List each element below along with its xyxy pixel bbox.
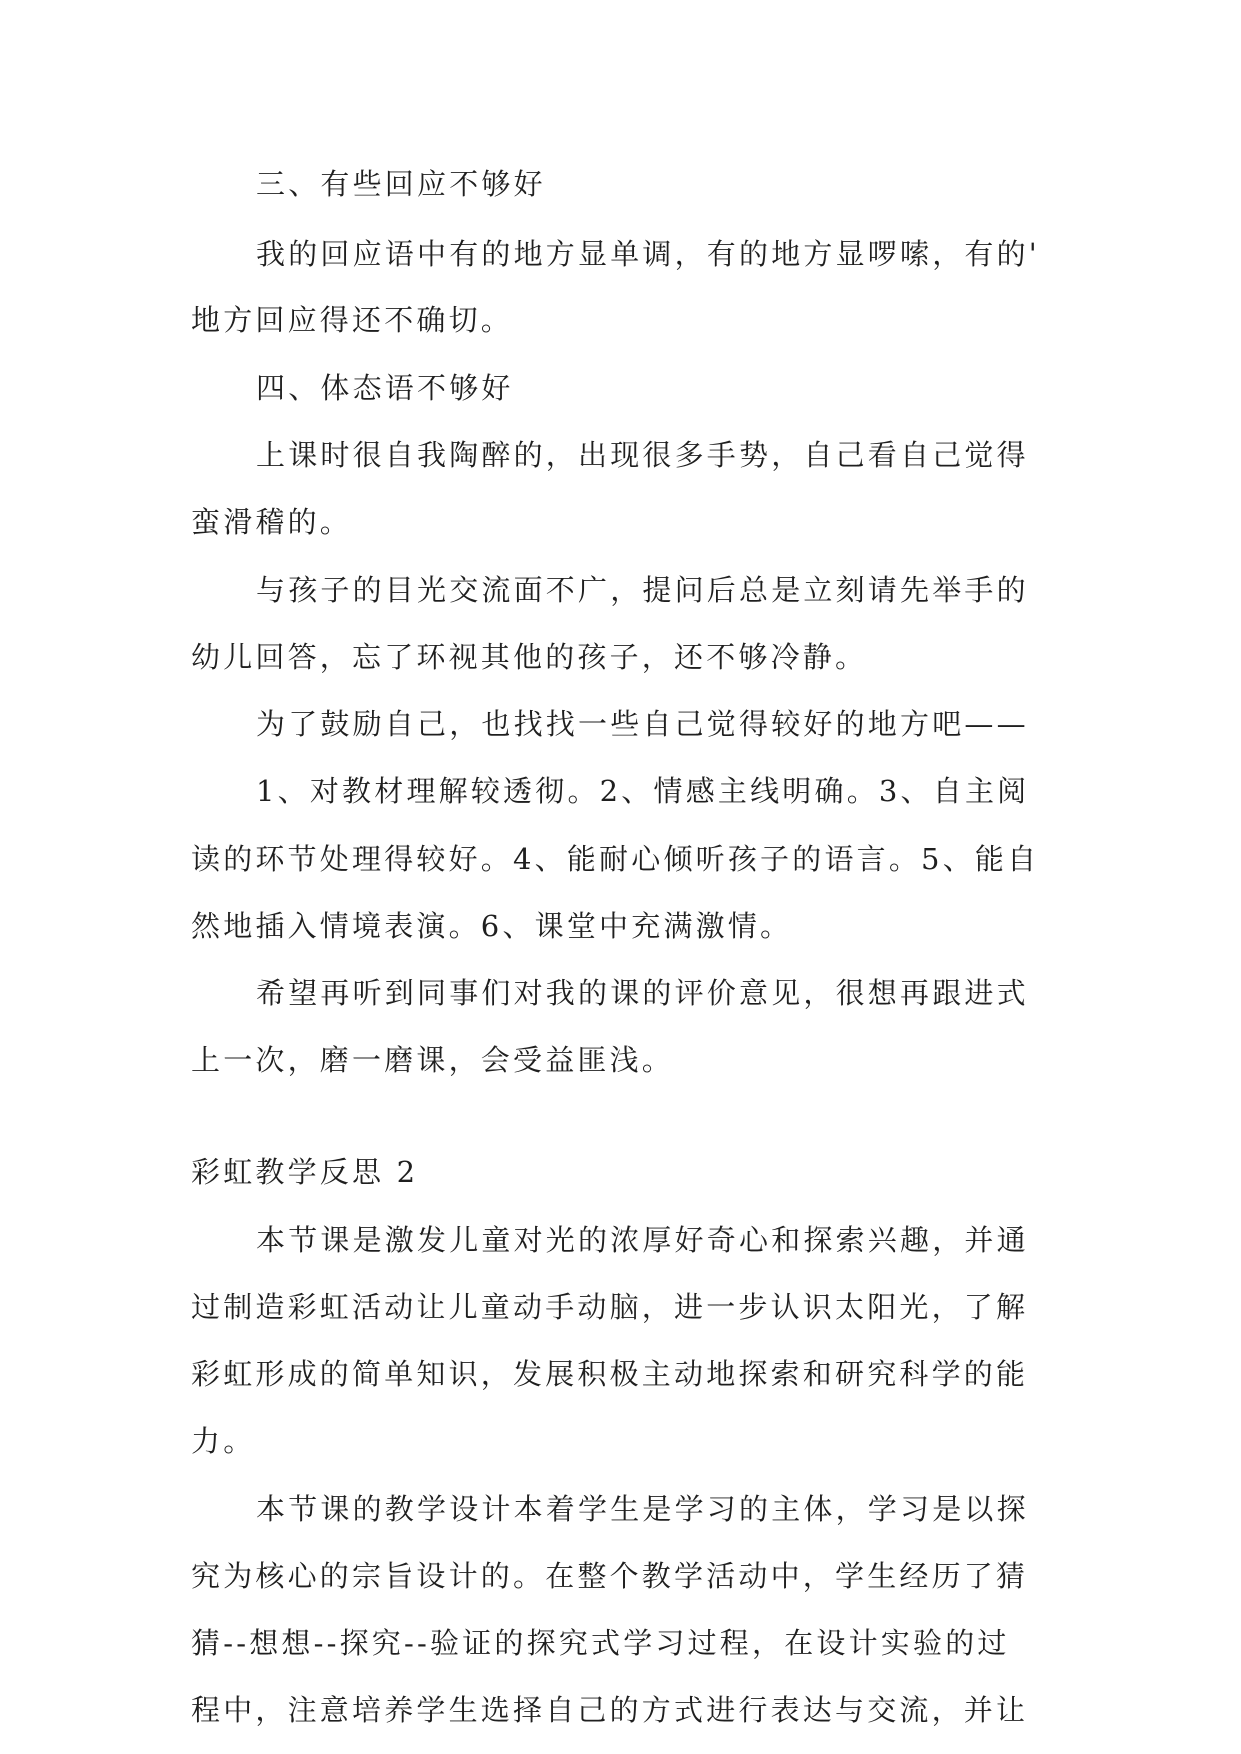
paragraph-line: 我的回应语中有的地方显单调，有的地方显啰嗦，有的'	[256, 237, 1040, 271]
paragraph-line: 力。	[191, 1424, 256, 1458]
paragraph-line: 程中，注意培养学生选择自己的方式进行表达与交流，并让	[191, 1693, 1029, 1727]
section-title: 彩虹教学反思 2	[191, 1155, 419, 1189]
paragraph-line: 过制造彩虹活动让儿童动手动脑，进一步认识太阳光，了解	[191, 1290, 1029, 1324]
paragraph-line: 然地插入情境表演。6、课堂中充满激情。	[191, 909, 793, 943]
paragraph-line: 上课时很自我陶醉的，出现很多手势，自己看自己觉得	[256, 438, 1029, 472]
paragraph-line: 究为核心的宗旨设计的。在整个教学活动中，学生经历了猜	[191, 1559, 1029, 1593]
paragraph-line: 为了鼓励自己，也找找一些自己觉得较好的地方吧——	[256, 707, 1029, 741]
paragraph-line: 彩虹形成的简单知识，发展积极主动地探索和研究科学的能	[191, 1357, 1029, 1391]
paragraph-line: 1、对教材理解较透彻。2、情感主线明确。3、自主阅	[256, 774, 1030, 808]
paragraph-line: 地方回应得还不确切。	[191, 303, 514, 337]
paragraph-line: 蛮滑稽的。	[191, 505, 353, 539]
heading-four: 四、体态语不够好	[256, 371, 514, 405]
paragraph-line: 本节课的教学设计本着学生是学习的主体，学习是以探	[256, 1492, 1029, 1526]
paragraph-line: 上一次，磨一磨课，会受益匪浅。	[191, 1043, 675, 1077]
paragraph-line: 与孩子的目光交流面不广，提问后总是立刻请先举手的	[256, 573, 1029, 607]
paragraph-line: 读的环节处理得较好。4、能耐心倾听孩子的语言。5、能自	[191, 842, 1040, 876]
paragraph-line: 本节课是激发儿童对光的浓厚好奇心和探索兴趣，并通	[256, 1223, 1029, 1257]
paragraph-line: 猜--想想--探究--验证的探究式学习过程，在设计实验的过	[191, 1626, 1010, 1660]
paragraph-line: 幼儿回答，忘了环视其他的孩子，还不够冷静。	[191, 640, 868, 674]
heading-three: 三、有些回应不够好	[256, 167, 546, 201]
paragraph-line: 希望再听到同事们对我的课的评价意见，很想再跟进式	[256, 976, 1029, 1010]
